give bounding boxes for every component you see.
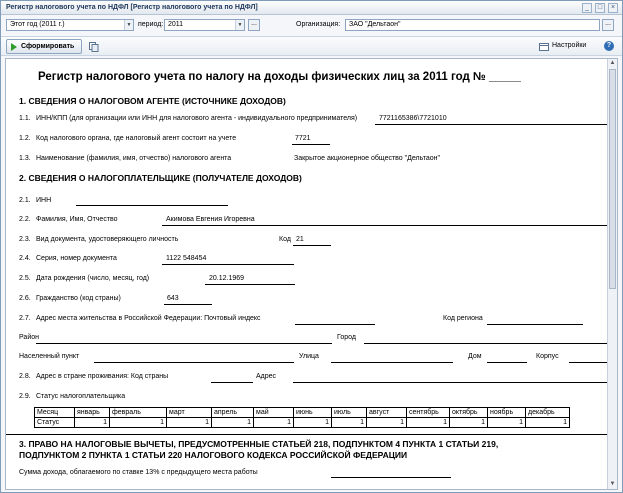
table-cell: 1 — [110, 418, 167, 428]
organization-field[interactable] — [345, 19, 600, 31]
period-value: 2011 — [168, 21, 184, 28]
table-cell: 1 — [332, 418, 367, 428]
full-name-value: Акимова Евгения Игоревна — [166, 216, 255, 223]
underline — [36, 343, 332, 344]
section-divider — [6, 434, 609, 435]
row-number: 2.5. — [19, 275, 31, 282]
residence-address-label: Адрес — [256, 373, 277, 380]
table-header-cell: февраль — [110, 408, 167, 418]
document-number-value: 1122 548454 — [166, 255, 207, 262]
underline — [487, 324, 583, 325]
organization-value: ЗАО "Дельтаон" — [349, 21, 401, 28]
table-header-cell: октябрь — [450, 408, 488, 418]
window-title: Регистр налогового учета по НДФЛ [Регистр налогового учета по НДФЛ] — [6, 4, 258, 11]
region-code-label: Код региона — [443, 315, 483, 322]
table-cell: 1 — [526, 418, 570, 428]
organization-select-button[interactable]: ... — [602, 19, 614, 31]
city-label: Город — [337, 334, 356, 341]
underline — [364, 343, 615, 344]
underline — [295, 324, 375, 325]
scroll-down-icon[interactable]: ▼ — [609, 481, 616, 487]
underline — [162, 225, 615, 226]
table-header-cell: сентябрь — [407, 408, 450, 418]
underline — [205, 284, 295, 285]
table-cell: 1 — [488, 418, 526, 428]
table-header-cell: декабрь — [526, 408, 570, 418]
row-number: 2.1. — [19, 197, 31, 204]
table-header-cell: июнь — [294, 408, 332, 418]
tax-office-code-label: Код налогового органа, где налоговый агент состоит на учете — [36, 135, 237, 142]
report-title: Регистр налогового учета по налогу на доходы физических лиц за 2011 год № _____ — [38, 71, 521, 83]
table-cell: 1 — [75, 418, 110, 428]
table-cell: 1 — [294, 418, 332, 428]
row-number: 1.1. — [19, 115, 31, 122]
row-number: 2.6. — [19, 295, 31, 302]
table-header-cell: ноябрь — [488, 408, 526, 418]
underline — [487, 362, 527, 363]
id-document-code-value: 21 — [296, 236, 304, 243]
table-header-cell: апрель — [212, 408, 254, 418]
postal-code-label: Адрес места жительства в Российской Федерации: Почтовый индекс — [36, 315, 261, 322]
underline — [94, 362, 294, 363]
agent-name-label: Наименование (фамилия, имя, отчество) налогового агента — [36, 155, 232, 162]
underline — [375, 124, 615, 125]
residence-country-label: Адрес в стране проживания: Код страны — [36, 373, 169, 380]
row-number: 2.2. — [19, 216, 31, 223]
table-header-cell: август — [367, 408, 407, 418]
play-icon — [11, 43, 17, 51]
agent-inn-kpp-label: ИНН/КПП (для организации или ИНН для налогового агента - индивидуального предпринимателя) — [36, 115, 358, 122]
table-header-cell: Месяц — [35, 408, 75, 418]
window-controls — [582, 3, 618, 13]
previous-employer-income-label: Сумма дохода, облагаемого по ставке 13% с предыдущего места работы — [19, 469, 258, 476]
agent-name-value: Закрытое акционерное общество "Дельтаон" — [294, 155, 440, 162]
section-3-heading-line1: 3. ПРАВО НА НАЛОГОВЫЕ ВЫЧЕТЫ, ПРЕДУСМОТРЕННЫЕ СТАТЬЕЙ 218, ПОДПУНКТОМ 4 ПУНКТА 1 СТАТЬИ 219, — [19, 439, 499, 449]
citizenship-value: 643 — [167, 295, 179, 302]
underline — [76, 205, 228, 206]
row-number: 2.4. — [19, 255, 31, 262]
underline — [293, 382, 615, 383]
section-2-heading: 2. СВЕДЕНИЯ О НАЛОГОПЛАТЕЛЬЩИКЕ (ПОЛУЧАТЕЛЕ ДОХОДОВ) — [19, 173, 302, 183]
chevron-down-icon[interactable]: ▼ — [124, 20, 133, 30]
table-cell: 1 — [212, 418, 254, 428]
section-3-heading-line2: ПОДПУНКТОМ 2 ПУНКТА 1 СТАТЬИ 220 НАЛОГОВОГО КОДЕКСА РОССИЙСКОЙ ФЕДЕРАЦИИ — [19, 450, 408, 460]
id-document-code-label: Код — [279, 236, 291, 243]
period-label: период: — [138, 21, 164, 28]
birth-date-label: Дата рождения (число, месяц, год) — [36, 275, 150, 282]
row-number: 2.7. — [19, 315, 31, 322]
help-icon[interactable]: ? — [604, 41, 614, 51]
table-cell: 1 — [254, 418, 294, 428]
agent-inn-kpp-value: 7721165386\7721010 — [379, 115, 447, 122]
table-header-cell: май — [254, 408, 294, 418]
table-cell: 1 — [167, 418, 212, 428]
table-cell: 1 — [367, 418, 407, 428]
period-select[interactable] — [164, 19, 245, 31]
row-number: 2.9. — [19, 393, 31, 400]
table-row — [35, 418, 570, 428]
section-1-heading: 1. СВЕДЕНИЯ О НАЛОГОВОМ АГЕНТЕ (ИСТОЧНИКЕ ДОХОДОВ) — [19, 96, 286, 106]
chevron-down-icon[interactable]: ▼ — [235, 20, 244, 30]
house-label: Дом — [468, 353, 482, 360]
citizenship-label: Гражданство (код страны) — [36, 295, 121, 302]
row-number: 1.2. — [19, 135, 31, 142]
generate-label: Сформировать — [21, 43, 75, 50]
underline — [211, 382, 253, 383]
taxpayer-status-table — [34, 407, 570, 428]
table-cell: 1 — [450, 418, 488, 428]
row-number: 1.3. — [19, 155, 31, 162]
table-cell: Статус — [35, 418, 75, 428]
table-header-cell: март — [167, 408, 212, 418]
building-label: Корпус — [536, 353, 559, 360]
settings-panel-icon[interactable] — [539, 42, 549, 52]
period-select-button[interactable]: ... — [248, 19, 260, 31]
table-row — [35, 408, 570, 418]
underline — [293, 245, 331, 246]
table-header-cell: июль — [332, 408, 367, 418]
full-name-label: Фамилия, Имя, Отчество — [36, 216, 118, 223]
taxpayer-status-label: Статус налогоплательщика — [36, 393, 126, 400]
toolbar — [1, 36, 622, 56]
scroll-up-icon[interactable]: ▲ — [609, 60, 616, 66]
period-preset-select[interactable] — [6, 19, 134, 31]
settings-button[interactable]: Настройки — [552, 42, 587, 49]
underline — [292, 144, 330, 145]
district-label: Район — [19, 334, 39, 341]
vertical-scrollbar[interactable] — [607, 59, 617, 489]
row-number: 2.8. — [19, 373, 31, 380]
taxpayer-inn-label: ИНН — [36, 197, 52, 204]
organization-label: Организация: — [296, 21, 341, 28]
table-header-cell: январь — [75, 408, 110, 418]
minimize-button[interactable]: _ — [582, 3, 592, 13]
underline — [162, 264, 294, 265]
birth-date-value: 20.12.1969 — [209, 275, 245, 282]
close-button[interactable]: × — [608, 3, 618, 13]
row-number: 2.3. — [19, 236, 31, 243]
document-number-label: Серия, номер документа — [36, 255, 117, 262]
maximize-button[interactable]: □ — [595, 3, 605, 13]
locality-label: Населенный пункт — [19, 353, 80, 360]
title-bar — [1, 1, 622, 15]
copy-icon[interactable] — [89, 42, 99, 52]
table-cell: 1 — [407, 418, 450, 428]
underline — [164, 304, 212, 305]
underline — [331, 477, 451, 478]
id-document-label: Вид документа, удостоверяющего личность — [36, 236, 179, 243]
tax-office-code-value: 7721 — [295, 135, 311, 142]
street-label: Улица — [299, 353, 319, 360]
period-preset-value: Этот год (2011 г.) — [10, 21, 65, 28]
underline — [331, 362, 453, 363]
scrollbar-thumb[interactable] — [609, 69, 616, 289]
generate-button[interactable] — [6, 39, 82, 54]
report-area — [5, 58, 618, 490]
